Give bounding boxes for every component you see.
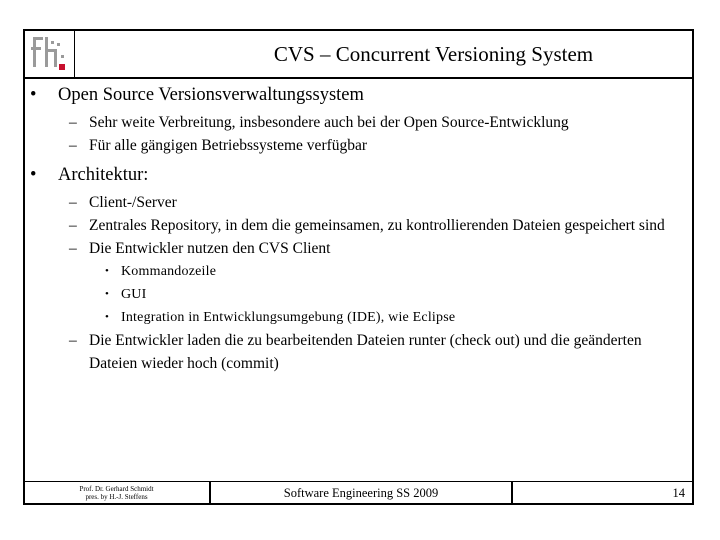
footer-course: Software Engineering SS 2009 [210, 481, 512, 505]
bullet-marker: • [30, 85, 37, 105]
fh-logo-icon [28, 33, 70, 75]
bullet-text: Architektur: [58, 165, 149, 185]
slide-title: CVS – Concurrent Versioning System [273, 41, 594, 66]
dash-item [30, 134, 680, 157]
bullet-item [30, 83, 680, 107]
dash-marker: – [69, 194, 77, 211]
sub-bullet-item [30, 306, 680, 329]
bullet-text: Open Source Versionsverwaltungssystem [58, 85, 364, 105]
dash-text: Für alle gängigen Betriebssysteme verfügbar [89, 137, 368, 154]
dash-marker: – [69, 240, 77, 257]
dash-item [30, 329, 680, 375]
sub-bullet-marker: • [105, 265, 110, 277]
author-line-1: Prof. Dr. Gerhard Schmidt [79, 485, 154, 493]
author-line-2: pres. by H.-J. Steffens [85, 493, 148, 501]
dash-text: Zentrales Repository, in dem die gemeinsamen, zu kontrollierenden Dateien gespeichert sind [89, 217, 665, 234]
dash-text: Client-/Server [89, 194, 177, 211]
dash-marker: – [69, 217, 77, 234]
sub-bullet-text: Kommandozeile [121, 264, 217, 279]
dash-item [30, 237, 680, 260]
dash-item [30, 111, 680, 134]
dash-marker: – [69, 332, 77, 349]
page-number: 14 [512, 481, 694, 505]
dash-text: Die Entwickler nutzen den CVS Client [89, 240, 331, 257]
sub-bullet-marker: • [105, 288, 110, 300]
sub-bullet-item [30, 260, 680, 283]
bullet-marker: • [30, 165, 37, 185]
dash-text: Sehr weite Verbreitung, insbesondere auch bei der Open Source-Entwicklung [89, 114, 569, 131]
dash-marker: – [69, 137, 77, 154]
sub-bullet-item [30, 283, 680, 306]
sub-bullet-marker: • [105, 311, 110, 323]
bullet-item [30, 163, 680, 187]
slide-content [30, 83, 680, 375]
slide-footer [23, 481, 694, 505]
footer-author [23, 481, 210, 505]
dash-text: Die Entwickler laden die zu bearbeitenden Dateien runter (check out) und die geänderten Dateien wieder hoch (commit) [89, 332, 642, 372]
logo-cell [25, 31, 75, 77]
sub-bullet-text: Integration in Entwicklungsumgebung (IDE), wie Eclipse [121, 310, 456, 325]
dash-item [30, 214, 680, 237]
slide-header [23, 29, 694, 79]
dash-item [30, 191, 680, 214]
sub-bullet-text: GUI [121, 287, 147, 302]
dash-marker: – [69, 114, 77, 131]
